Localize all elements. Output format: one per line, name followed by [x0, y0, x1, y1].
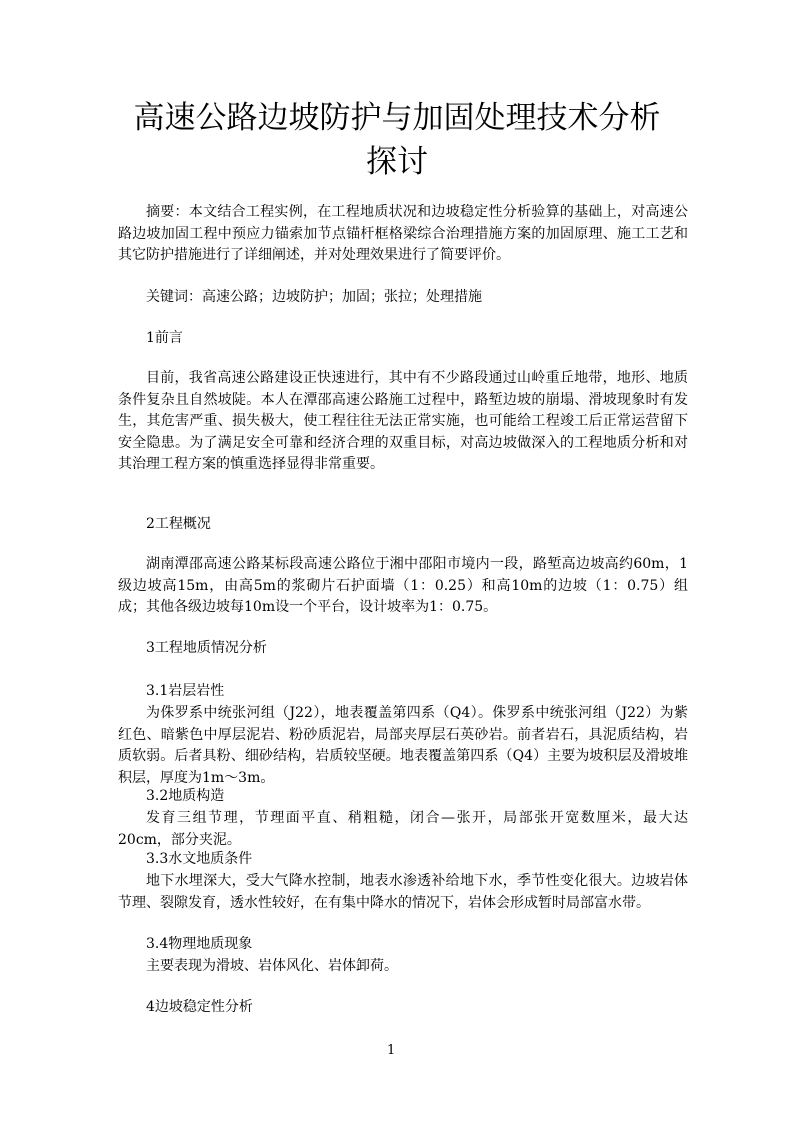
abstract: 摘要：本文结合工程实例，在工程地质状况和边坡稳定性分析验算的基础上，对高速公路边坡加固工程中预应力锚索加节点锚杆框格梁综合治理措施方案的加固原理、施工工艺和其它防护措施进行了详细阐述，并对处理效果进行了简要评价。 [118, 204, 688, 263]
title-line-1: 高速公路边坡防护与加固处理技术分析 [133, 100, 661, 136]
section-3-4-body: 主要表现为滑坡、岩体风化、岩体卸荷。 [146, 958, 398, 974]
section-1-body: 目前，我省高速公路建设正快速进行，其中有不少路段通过山岭重丘地带，地形、地质条件复杂且自然坡陡。本人在潭邵高速公路施工过程中，路堑边坡的崩塌、滑坡现象时有发生，其危害严重、损失极大，使工程往往无法正常实施，也可能给工程竣工后正常运营留下安全隐患。为了满足安全可靠和经济合理的双重目标，对高边坡做深入的工程地质分析和对其治理工程方案的慎重选择显得非常重要。 [118, 370, 688, 472]
section-3-1-title: 3.1岩层岩性 [146, 683, 225, 699]
section-3-3-title: 3.3水文地质条件 [146, 851, 253, 867]
section-4-title: 4边坡稳定性分析 [146, 999, 253, 1015]
section-3-1-body: 为侏罗系中统张河组（J22），地表覆盖第四系（Q4）。侏罗系中统张河组（J22）为紫红色、暗紫色中厚层泥岩、粉砂质泥岩，局部夹厚层石英砂岩。前者岩石，具泥质结构，岩质软弱。后者具粉、细砂结构，岩质较坚硬。地表覆盖第四系（Q4）主要为坡积层及滑坡堆积层，厚度为1m～3m。 [118, 705, 688, 786]
section-3-title: 3工程地质情况分析 [146, 640, 267, 656]
keywords: 关键词：高速公路；边坡防护；加固；张拉；处理措施 [146, 289, 482, 305]
section-3-2-body: 发育三组节理，节理面平直、稍粗糙，闭合—张开，局部张开宽数厘米，最大达20cm，部分夹泥。 [118, 810, 688, 848]
page-number: 1 [387, 1043, 396, 1058]
section-3-3-body: 地下水埋深大，受大气降水控制，地表水渗透补给地下水，季节性变化很大。边坡岩体节理、裂隙发育，透水性较好，在有集中降水的情况下，岩体会形成暂时局部富水带。 [118, 873, 688, 911]
section-2-body: 湖南潭邵高速公路某标段高速公路位于湘中邵阳市境内一段，路堑高边坡高约60m，1级边坡高15m，由高5m的浆砌片石护面墙（1：0.25）和高10m的边坡（1：0.75）组成；其他各级边坡每10m设一个平台，设计坡率为1：0.75。 [118, 556, 688, 615]
title-line-2: 探讨 [366, 144, 428, 180]
section-3-2-title: 3.2地质构造 [146, 788, 225, 804]
section-3-4-title: 3.4物理地质现象 [146, 936, 253, 952]
section-1-title: 1前言 [146, 330, 183, 346]
section-2-title: 2工程概况 [146, 516, 211, 532]
